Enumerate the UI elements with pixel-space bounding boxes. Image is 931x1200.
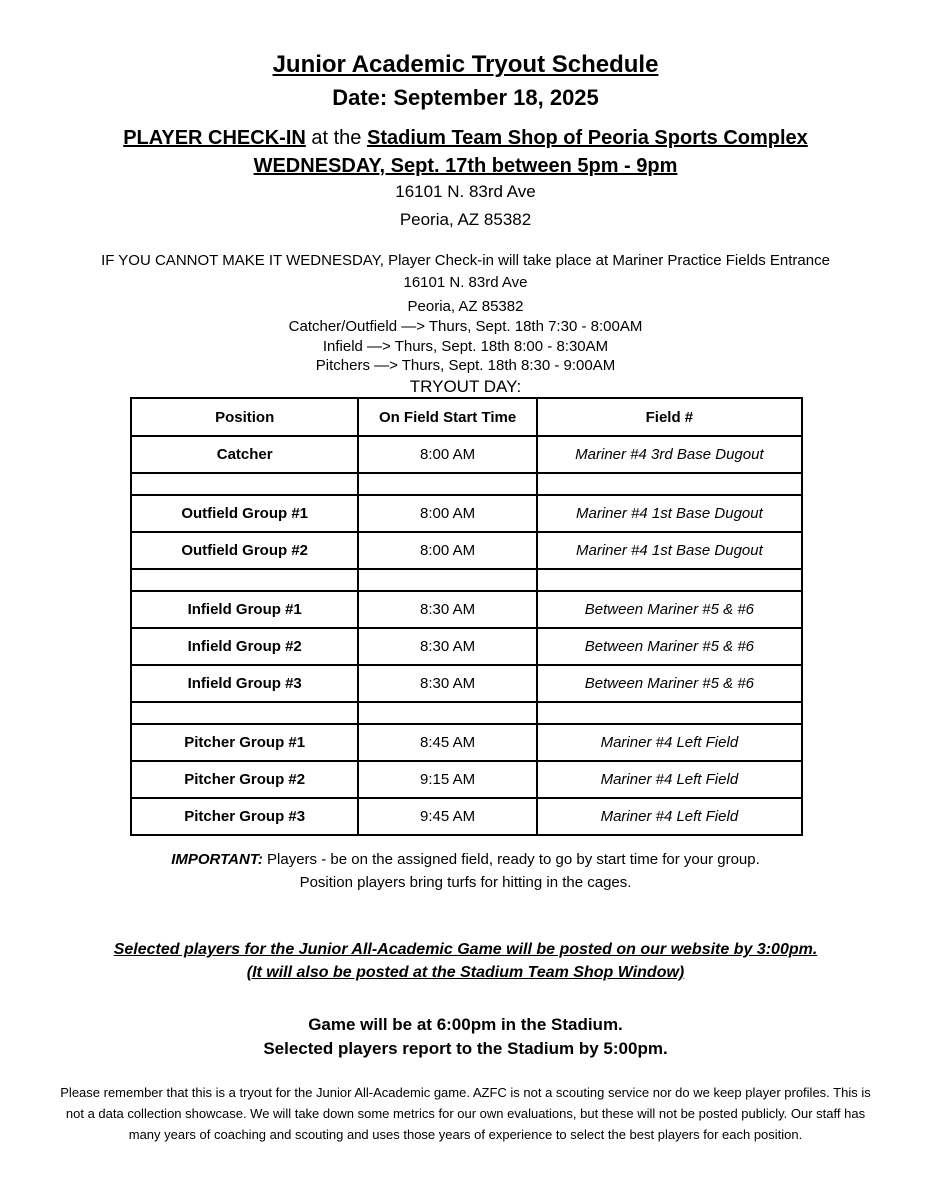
column-header: Position [131,398,358,436]
table-row [131,798,802,835]
position-cell: Outfield Group #2 [131,532,358,569]
position-cell [131,473,358,495]
table-row [131,761,802,798]
time-cell: 9:15 AM [358,761,536,798]
column-header: On Field Start Time [358,398,536,436]
table-spacer-row [131,473,802,495]
field-cell: Mariner #4 Left Field [537,724,802,761]
field-cell: Mariner #4 Left Field [537,761,802,798]
footer-note: Please remember that this is a tryout for the Junior All-Academic game. AZFC is not a scouting service nor do we keep player profiles. This is not a data collection showcase. We will take down some metrics for our own evaluations, but these will not be posted publicly. Our staff has many years of coaching and scouting and uses those years of experience to select the best players for each position. [60,1085,871,1142]
tryout-schedule-table [130,397,803,836]
checkin-location: Stadium Team Shop of Peoria Sports Complex [366,127,808,149]
game-report-time: Selected players report to the Stadium by 5:00pm. [263,1039,668,1058]
page-title: Junior Academic Tryout Schedule [272,51,659,78]
time-cell: 8:45 AM [358,724,536,761]
table-row [131,665,802,702]
time-cell: 8:00 AM [358,495,536,532]
table-row [131,724,802,761]
field-cell [537,473,802,495]
time-cell [358,473,536,495]
table-row [131,591,802,628]
time-cell [358,569,536,591]
position-cell [131,702,358,724]
column-header: Field # [537,398,802,436]
table-spacer-row [131,569,802,591]
field-cell: Mariner #4 1st Base Dugout [537,495,802,532]
table-row [131,628,802,665]
important-text: Players - be on the assigned field, ready to go by start time for your group. [262,851,760,868]
game-time: Game will be at 6:00pm in the Stadium. [308,1015,623,1034]
time-cell: 8:00 AM [358,436,536,473]
important-note [0,851,931,868]
table-row [131,436,802,473]
field-cell: Mariner #4 3rd Base Dugout [537,436,802,473]
selection-notice: Selected players for the Junior All-Academic Game will be posted on our website by 3:00pm. [113,941,818,958]
alternate-intro: IF YOU CANNOT MAKE IT WEDNESDAY, Player Check-in will take place at Mariner Practice Fields Entrance [101,252,830,269]
checkin-address-line2: Peoria, AZ 85382 [399,210,532,229]
position-cell: Infield Group #3 [131,665,358,702]
table-row [131,532,802,569]
checkin-address-line1: 16101 N. 83rd Ave [395,182,536,201]
field-cell: Between Mariner #5 & #6 [537,591,802,628]
alternate-slot: Infield —> Thurs, Sept. 18th 8:00 - 8:30AM [322,338,609,355]
alternate-slot: Pitchers —> Thurs, Sept. 18th 8:30 - 9:00AM [315,357,616,374]
important-label: IMPORTANT: [171,851,263,868]
field-cell: Mariner #4 1st Base Dugout [537,532,802,569]
position-cell: Catcher [131,436,358,473]
checkin-when: WEDNESDAY, Sept. 17th between 5pm - 9pm [253,155,678,177]
time-cell [358,702,536,724]
important-note-line2: Position players bring turfs for hitting in the cages. [299,874,632,891]
alternate-slot: Catcher/Outfield —> Thurs, Sept. 18th 7:30 - 8:00AM [288,318,643,335]
position-cell: Outfield Group #1 [131,495,358,532]
checkin-connector: at the [305,127,367,149]
field-cell [537,702,802,724]
position-cell [131,569,358,591]
checkin-line [0,127,931,150]
tryout-date: Date: September 18, 2025 [332,85,599,110]
table-spacer-row [131,702,802,724]
table-header-row [131,398,802,436]
position-cell: Pitcher Group #2 [131,761,358,798]
time-cell: 8:30 AM [358,628,536,665]
position-cell: Pitcher Group #1 [131,724,358,761]
selection-notice-line2: (It will also be posted at the Stadium Team Shop Window) [246,964,685,981]
tryout-day-label: TRYOUT DAY: [409,377,522,396]
alternate-address-line1: 16101 N. 83rd Ave [403,274,528,291]
time-cell: 8:30 AM [358,591,536,628]
field-cell [537,569,802,591]
field-cell: Between Mariner #5 & #6 [537,628,802,665]
time-cell: 9:45 AM [358,798,536,835]
position-cell: Infield Group #1 [131,591,358,628]
alternate-address-line2: Peoria, AZ 85382 [407,298,524,315]
table-row [131,495,802,532]
time-cell: 8:00 AM [358,532,536,569]
time-cell: 8:30 AM [358,665,536,702]
checkin-label: PLAYER CHECK-IN [123,127,306,149]
position-cell: Pitcher Group #3 [131,798,358,835]
field-cell: Mariner #4 Left Field [537,798,802,835]
position-cell: Infield Group #2 [131,628,358,665]
field-cell: Between Mariner #5 & #6 [537,665,802,702]
